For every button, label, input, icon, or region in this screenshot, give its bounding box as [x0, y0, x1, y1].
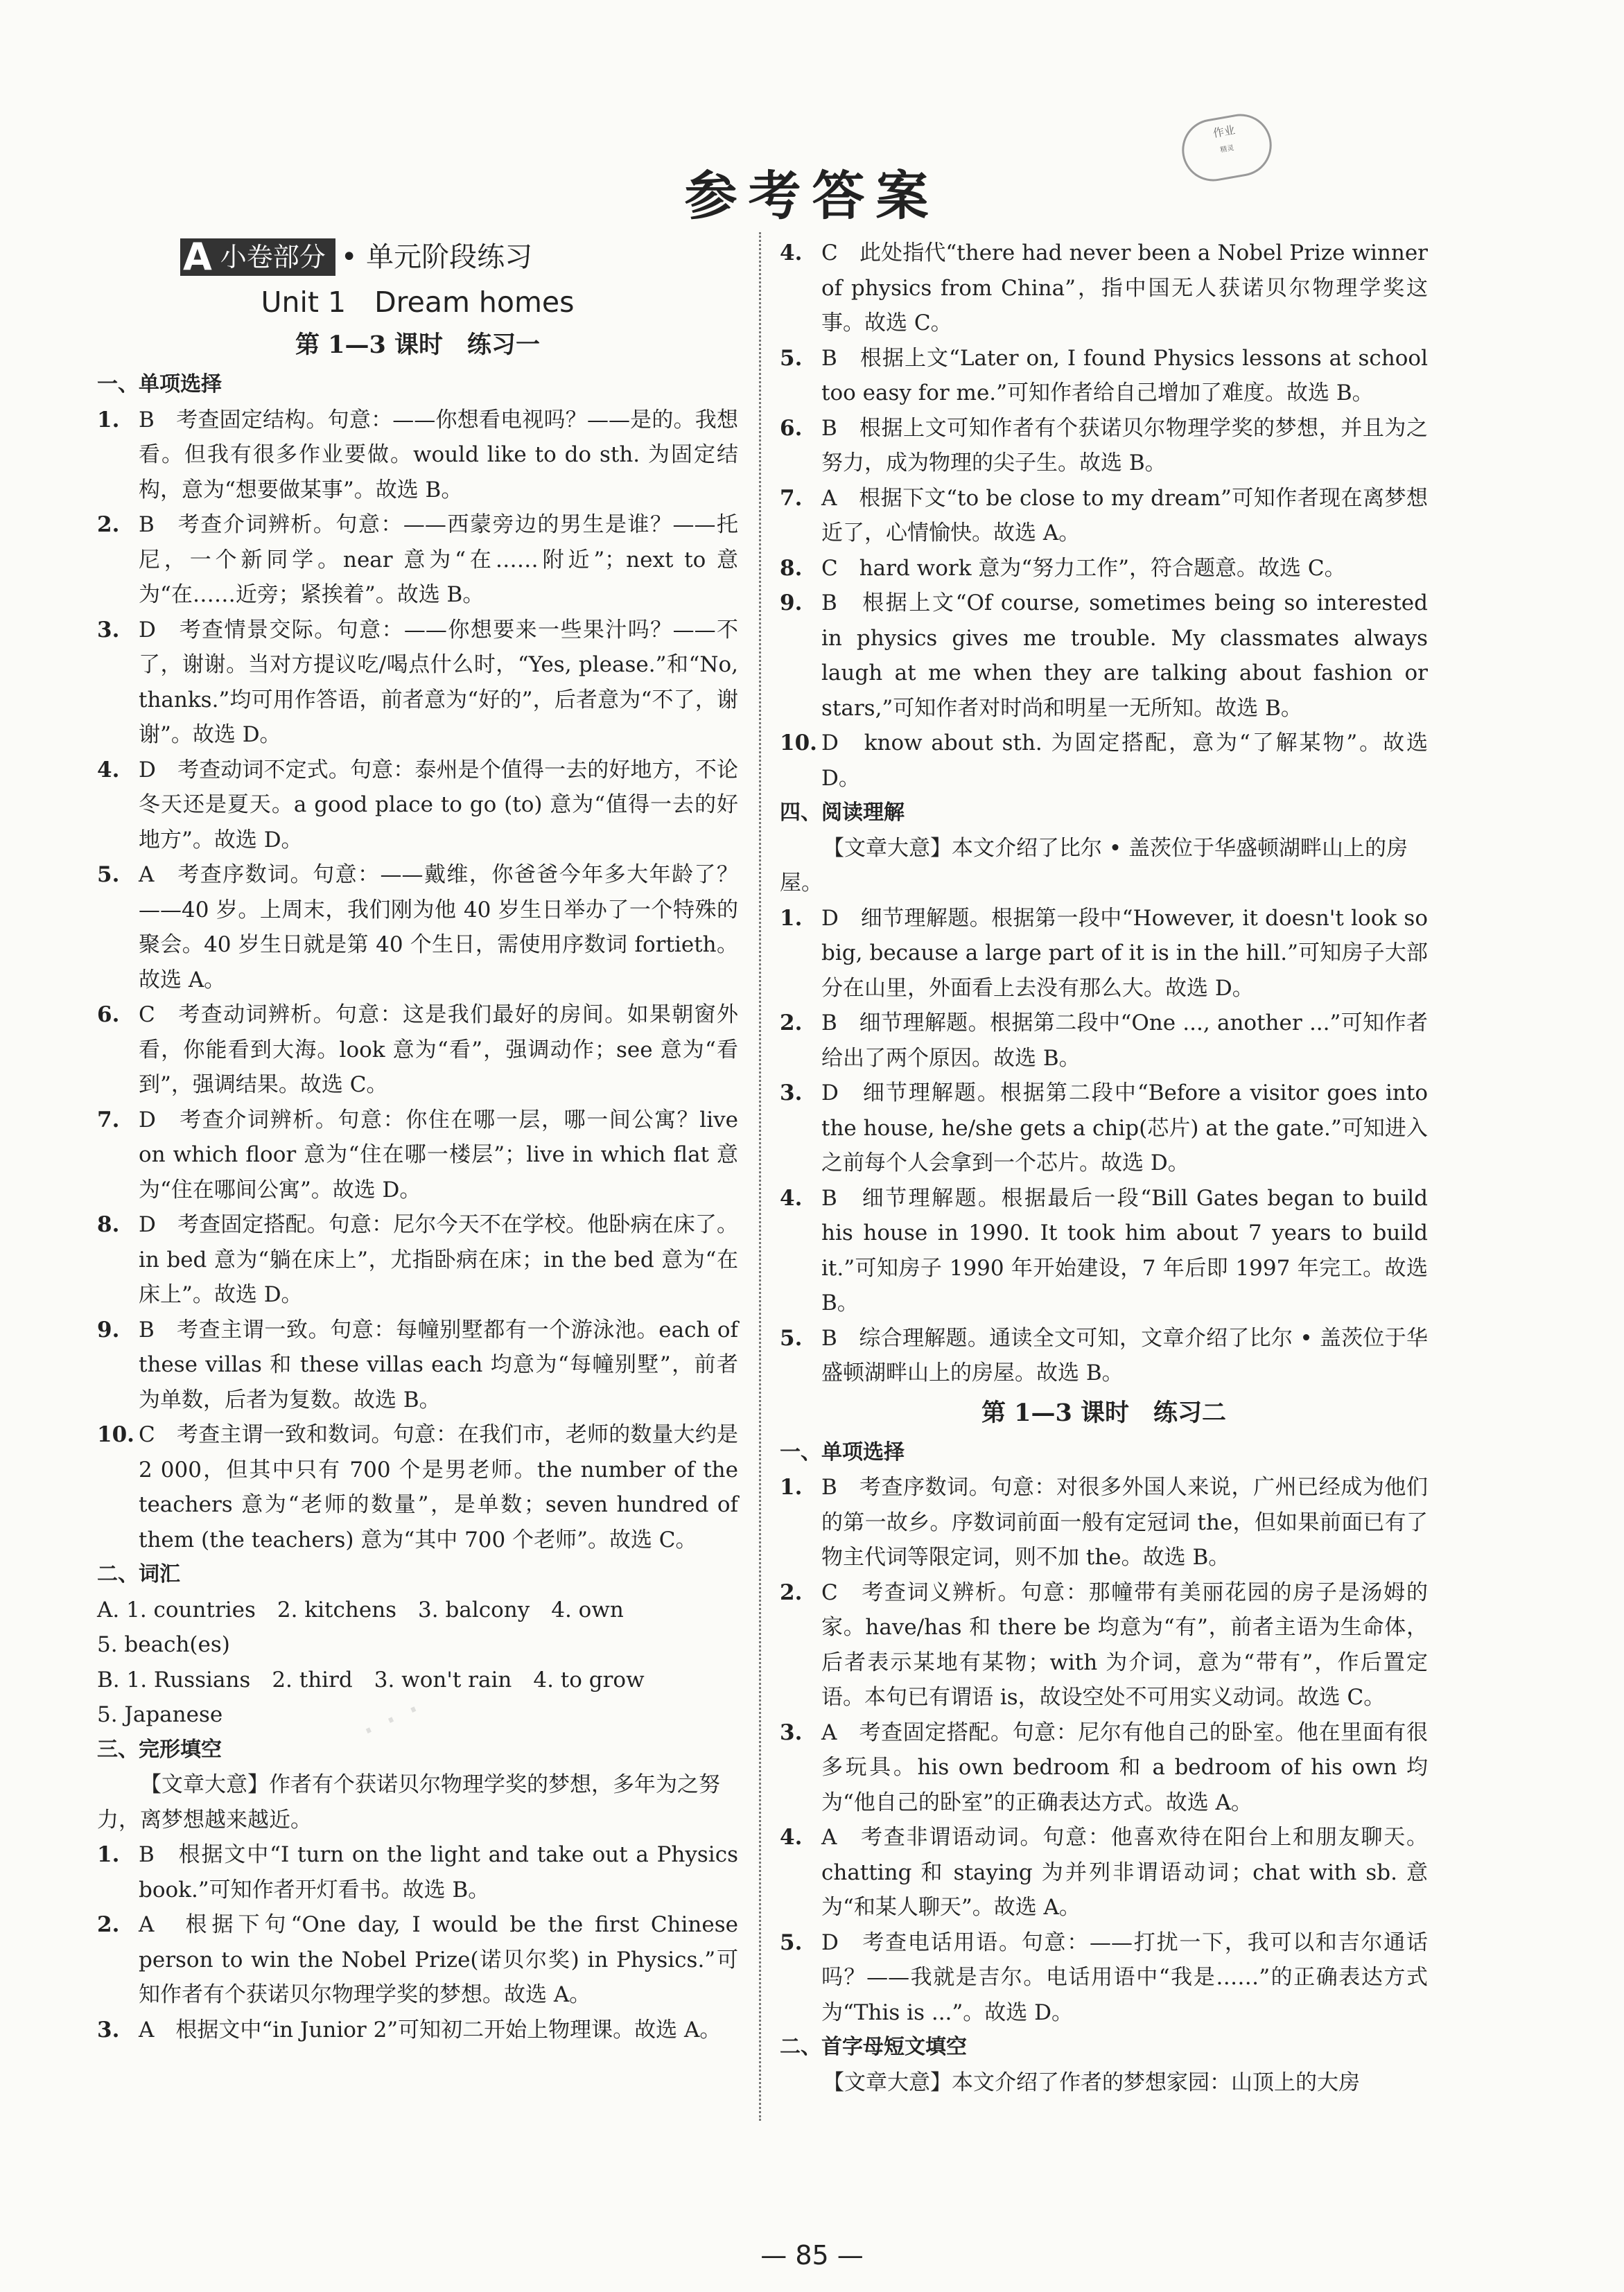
- section-heading: 一、单项选择: [97, 372, 222, 396]
- lesson-heading: 第 1—3 课时 练习二: [981, 1398, 1227, 1427]
- answer-number: 1.: [780, 1475, 803, 1500]
- answer-list: [97, 1837, 738, 2047]
- answer-text: D 考查电话用语。句意：——打扰一下，我可以和吉尔通话吗？——我就是吉尔。电话用语中“我是……”的正确表达方式为“This is ...”。故选 D。: [821, 1930, 1428, 2025]
- answer-number: 3.: [97, 2017, 120, 2042]
- lesson-heading: 第 1—3 课时 练习一: [295, 331, 541, 359]
- answer-item: [780, 1181, 1428, 1321]
- answer-text: A 考查序数词。句意：——戴维，你爸爸今年多大年龄了？——40 岁。上周末，我们刚为他 40 岁生日举办了一个特殊的聚会。40 岁生日就是第 40 个生日，需使用序数词 fortieth。故选 A。: [139, 862, 738, 992]
- answer-text: B 细节理解题。根据最后一段“Bill Gates began to build his house in 1990. It took him about 7 years to build it.”可知房子 1990 年开始建设，7 年后即 1997 年完工。故选 B。: [821, 1185, 1428, 1315]
- answer-item: [780, 1925, 1428, 2031]
- answer-number: 9.: [780, 591, 803, 615]
- answer-item: [97, 1207, 738, 1313]
- answer-text: B 根据上文“Later on, I found Physics lessons at school too easy for me.”可知作者给自己增加了难度。故选 B。: [821, 345, 1428, 405]
- answer-number: 6.: [780, 415, 803, 441]
- answer-item: [97, 1837, 738, 1907]
- answer-number: 4.: [780, 240, 803, 265]
- answer-item: [780, 1715, 1428, 1821]
- section-heading: 四、阅读理解: [780, 801, 905, 825]
- answer-text: C 考查主谓一致和数词。句意：在我们市，老师的数量大约是 2 000，但其中只有 700 个是男老师。the number of the teachers 意为“老师的数量”，是单数；seven hundred of them (the teachers) 意为“其中 700 个老师”。故选 C。: [139, 1422, 738, 1552]
- answer-item: [97, 753, 738, 858]
- section-heading: 三、完形填空: [97, 1737, 222, 1762]
- answer-number: 5.: [780, 345, 803, 371]
- answer-text: B 细节理解题。根据第二段中“One ..., another ...”可知作者给出了两个原因。故选 B。: [821, 1011, 1428, 1071]
- section-banner: [97, 236, 738, 279]
- answer-text: A 根据下文“to be close to my dream”可知作者现在离梦想近了，心情愉快。故选 A。: [821, 485, 1428, 545]
- banner-tail: • 单元阶段练习: [340, 240, 533, 273]
- answer-list: [780, 236, 1428, 796]
- answer-number: 7.: [780, 485, 803, 511]
- answer-number: 5.: [780, 1325, 803, 1351]
- answer-text: D 考查情景交际。句意：——你想要来一些果汁吗？——不了，谢谢。当对方提议吃/喝点什么时，“Yes, please.”和“No, thanks.”均可用作答语，前者意为“好的”，后者意为“不了，谢谢”。故选 D。: [139, 617, 738, 747]
- answer-number: 6.: [97, 1002, 120, 1027]
- section-heading: 二、首字母短文填空: [780, 2035, 967, 2059]
- answer-number: 2.: [97, 1912, 120, 1937]
- answer-number: 5.: [97, 862, 120, 887]
- answer-number: 4.: [780, 1185, 803, 1211]
- answer-item: [780, 586, 1428, 726]
- answer-list: [780, 901, 1428, 1391]
- vocab-line: A. 1. countries 2. kitchens 3. balcony 4. own: [97, 1597, 624, 1622]
- answer-text: B 考查固定结构。句意：——你想看电视吗？——是的。我想看。但我有很多作业要做。would like to do sth. 为固定结构，意为“想要做某事”。故选 B。: [139, 407, 738, 502]
- left-column: [97, 236, 738, 2047]
- article-summary: 【文章大意】作者有个获诺贝尔物理学奖的梦想，多年为之努力，离梦想越来越近。: [97, 1772, 720, 1832]
- answer-text: B 综合理解题。通读全文可知，文章介绍了比尔 • 盖茨位于华盛顿湖畔山上的房屋。故选 B。: [821, 1325, 1428, 1385]
- answer-item: [780, 1076, 1428, 1181]
- answer-text: D 细节理解题。根据第二段中“Before a visitor goes into the house, he/she gets a chip(芯片) at the gate.”可知进入之前每个人会拿到一个芯片。故选 D。: [821, 1081, 1428, 1175]
- answer-item: [780, 411, 1428, 481]
- answer-item: [780, 1470, 1428, 1575]
- answer-number: 1.: [97, 1842, 120, 1867]
- answer-text: D 考查介词辨析。句意：你住在哪一层，哪一间公寓？live on which floor 意为“住在哪一楼层”；live in which flat 意为“住在哪间公寓”。故选 D。: [139, 1107, 738, 1202]
- answer-number: 3.: [97, 617, 120, 642]
- answer-number: 7.: [97, 1107, 120, 1132]
- answer-number: 3.: [780, 1720, 803, 1745]
- stamp-main: 作业: [1212, 123, 1237, 140]
- answer-text: B 根据文中“I turn on the light and take out a Physics book.”可知作者开灯看书。故选 B。: [139, 1842, 738, 1902]
- answer-list: [97, 403, 738, 1558]
- answer-text: C hard work 意为“努力工作”，符合题意。故选 C。: [821, 555, 1346, 581]
- answer-number: 9.: [97, 1317, 120, 1342]
- answer-text: D know about sth. 为固定搭配，意为“了解某物”。故选 D。: [821, 731, 1428, 791]
- answer-text: B 考查介词辨析。句意：——西蒙旁边的男生是谁？——托尼，一个新同学。near 意为“在……附近”；next to 意为“在……近旁；紧挨着”。故选 B。: [139, 512, 738, 607]
- vocab-answers: [97, 1593, 738, 1733]
- answer-number: 3.: [780, 1081, 803, 1105]
- answer-number: 4.: [780, 1825, 803, 1850]
- answer-list: [780, 1470, 1428, 2030]
- answer-number: 8.: [97, 1212, 120, 1237]
- answer-item: [97, 403, 738, 508]
- answer-number: 8.: [780, 555, 803, 581]
- answer-text: D 考查固定搭配。句意：尼尔今天不在学校。他卧病在床了。in bed 意为“躺在床上”，尤指卧病在床；in the bed 意为“在床上”。故选 D。: [139, 1212, 738, 1307]
- banner-label: 小卷部分: [220, 241, 326, 272]
- section-heading: 二、词汇: [97, 1562, 180, 1586]
- answer-item: [97, 1313, 738, 1418]
- answer-text: A 根据下句“One day, I would be the first Chinese person to win the Nobel Prize(诺贝尔奖) in Physics.”可知作者有个获诺贝尔物理学奖的梦想。故选 A。: [139, 1912, 738, 2007]
- answer-number: 4.: [97, 757, 120, 782]
- answer-number: 2.: [780, 1580, 803, 1605]
- answer-item: [97, 1907, 738, 2013]
- answer-item: [97, 507, 738, 613]
- answer-item: [97, 857, 738, 997]
- answer-text: C 考查动词辨析。句意：这是我们最好的房间。如果朝窗外看，你能看到大海。look 意为“看”，强调动作；see 意为“看到”，强调结果。故选 C。: [139, 1002, 738, 1097]
- answer-number: 2.: [97, 512, 120, 537]
- banner-letter: A: [183, 234, 212, 279]
- stamp-sub: 精灵: [1219, 144, 1235, 155]
- answer-item: [780, 341, 1428, 411]
- answer-text: C 此处指代“there had never been a Nobel Prize winner of physics from China”，指中国无人获诺贝尔物理学奖这事。故选 C。: [821, 240, 1428, 335]
- article-summary: 【文章大意】本文介绍了作者的梦想家园：山顶上的大房: [823, 2070, 1360, 2095]
- section-heading: 一、单项选择: [780, 1440, 905, 1464]
- answer-text: A 根据文中“in Junior 2”可知初二开始上物理课。故选 A。: [139, 2017, 722, 2042]
- answer-text: A 考查非谓语动词。句意：他喜欢待在阳台上和朋友聊天。chatting 和 staying 为并列非谓语动词；chat with sb. 意为“和某人聊天”。故选 A。: [821, 1825, 1428, 1920]
- answer-item: [97, 1103, 738, 1208]
- answer-item: [780, 901, 1428, 1006]
- answer-text: B 考查序数词。句意：对很多外国人来说，广州已经成为他们的第一故乡。序数词前面一般有定冠词 the，但如果前面已有了物主代词等限定词，则不加 the。故选 B。: [821, 1475, 1428, 1570]
- vocab-line: B. 1. Russians 2. third 3. won't rain 4. to grow: [97, 1667, 645, 1692]
- answer-item: [780, 551, 1428, 586]
- answer-item: [97, 997, 738, 1103]
- answer-item: [780, 726, 1428, 796]
- answer-text: C 考查词义辨析。句意：那幢带有美丽花园的房子是汤姆的家。have/has 和 there be 均意为“有”，前者主语为生命体，后者表示某地有某物；with 为介词，意为“带有”，作后置定语。本句已有谓语 is，故设空处不可用实义动词。故选 C。: [821, 1580, 1428, 1710]
- unit-heading: Unit 1 Dream homes: [261, 286, 575, 319]
- vocab-line: 5. Japanese: [97, 1702, 223, 1727]
- article-summary: 【文章大意】本文介绍了比尔 • 盖茨位于华盛顿湖畔山上的房屋。: [780, 835, 1408, 895]
- watermark: · · ·: [353, 1687, 429, 1754]
- answer-text: B 根据上文“Of course, sometimes being so interested in physics gives me trouble. My classmates always laugh at me when they are talking about fashion or stars,”可知作者对时尚和明星一无所知。故选 B。: [821, 591, 1428, 721]
- answer-number: 2.: [780, 1011, 803, 1035]
- right-column: [780, 236, 1428, 2100]
- answer-text: D 考查动词不定式。句意：泰州是个值得一去的好地方，不论冬天还是夏天。a good place to go (to) 意为“值得一去的好地方”。故选 D。: [139, 757, 738, 852]
- answer-text: B 考查主谓一致。句意：每幢别墅都有一个游泳池。each of these villas 和 these villas each 均意为“每幢别墅”，前者为单数，后者为复数。故选 B。: [139, 1317, 738, 1412]
- answer-text: A 考查固定搭配。句意：尼尔有他自己的卧室。他在里面有很多玩具。his own bedroom 和 a bedroom of his own 均为“他自己的卧室”的正确表达方式。故选 A。: [821, 1720, 1428, 1815]
- answer-number: 1.: [780, 905, 803, 931]
- answer-item: [780, 481, 1428, 551]
- page-title: 参考答案: [684, 165, 940, 227]
- answer-text: B 根据上文可知作者有个获诺贝尔物理学奖的梦想，并且为之努力，成为物理的尖子生。故选 B。: [821, 415, 1428, 475]
- answer-item: [97, 613, 738, 753]
- answer-item: [780, 1820, 1428, 1925]
- answer-number: 1.: [97, 407, 120, 432]
- banner-badge: [180, 234, 335, 279]
- answer-item: [780, 1006, 1428, 1076]
- answer-text: D 细节理解题。根据第一段中“However, it doesn't look so big, because a large part of it is in the hill.”可知房子大部分在山里，外面看上去没有那么大。故选 D。: [821, 905, 1428, 1001]
- answer-item: [97, 2013, 738, 2048]
- answer-number: 10.: [780, 731, 817, 755]
- vocab-line: 5. beach(es): [97, 1632, 230, 1657]
- page-number: — 85 —: [760, 2240, 864, 2271]
- answer-item: [780, 1575, 1428, 1715]
- answer-item: [97, 1417, 738, 1557]
- column-divider: [759, 232, 761, 2121]
- answer-number: 10.: [97, 1422, 134, 1447]
- answer-item: [780, 1321, 1428, 1391]
- answer-number: 5.: [780, 1930, 803, 1955]
- answer-item: [780, 236, 1428, 341]
